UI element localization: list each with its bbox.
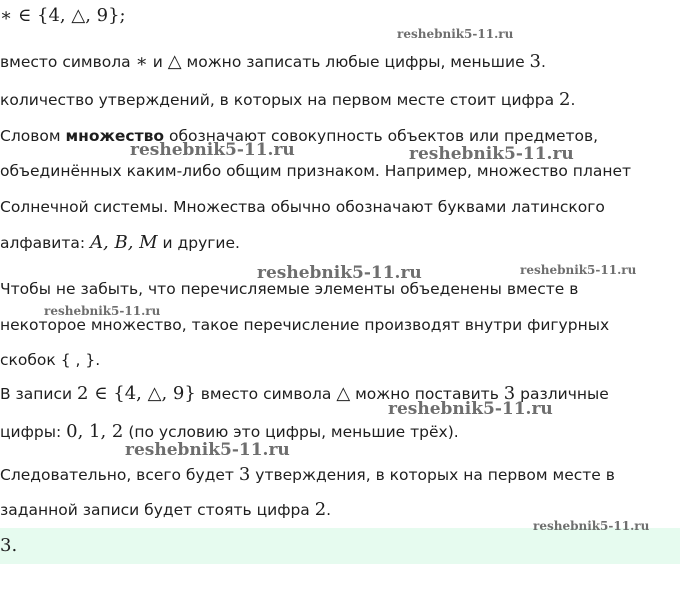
text-line-4: Словом множество обозначают совокупность объектов или предметов, [0, 127, 599, 145]
watermark: reshebnik5-11.ru [409, 144, 574, 164]
text-line-13: Следовательно, всего будет 3 утверждения, в которых на первом месте в [0, 464, 615, 485]
watermark: reshebnik5-11.ru [125, 440, 290, 460]
text-line-8: Чтобы не забыть, что перечисляемые элементы объеденены вместе в [0, 280, 579, 298]
watermark: reshebnik5-11.ru [520, 263, 637, 277]
text-line-11: В записи 2 ∈ {4, △, 9} вместо символа △ можно поставить 3 различные [0, 383, 609, 404]
watermark: reshebnik5-11.ru [533, 519, 650, 533]
set-expression-2: 2 ∈ {4, △, 9} [77, 383, 196, 404]
text-line-5: объединённых каким-либо общим признаком. Например, множество планет [0, 162, 632, 180]
answer-value: 3. [0, 535, 18, 556]
text-line-14: заданной записи будет стоять цифра 2. [0, 499, 332, 520]
text-line-12: цифры: 0, 1, 2 (по условию это цифры, меньшие трёх). [0, 421, 459, 442]
set-line [0, 6, 126, 26]
text-line-3: количество утверждений, в которых на первом месте стоит цифра 2. [0, 89, 576, 110]
term-bold: множество [65, 127, 165, 145]
answer-highlight [0, 528, 680, 564]
watermark: reshebnik5-11.ru [257, 263, 422, 283]
text-line-6: Солнечной системы. Множества обычно обозначают буквами латинского [0, 198, 605, 216]
latin-letters: A, B, M [90, 232, 158, 253]
text-line-9: некоторое множество, такое перечисление производят внутри фигурных [0, 316, 610, 334]
text-line-10: скобок { , }. [0, 351, 101, 369]
triangle-symbol: △ [167, 51, 182, 72]
text-line-2: вместо символа ∗ и △ можно записать любые цифры, меньшие 3. [0, 51, 546, 72]
watermark: reshebnik5-11.ru [397, 27, 514, 41]
text-line-7: алфавита: A, B, M и другие. [0, 232, 240, 253]
set-expression: ∗ ∈ {4, △, 9}; [0, 5, 126, 26]
watermark: reshebnik5-11.ru [44, 304, 161, 318]
digits: 0, 1, 2 [66, 421, 124, 442]
answer-line [0, 536, 17, 556]
watermark: reshebnik5-11.ru [130, 140, 295, 160]
watermark: reshebnik5-11.ru [388, 399, 553, 419]
